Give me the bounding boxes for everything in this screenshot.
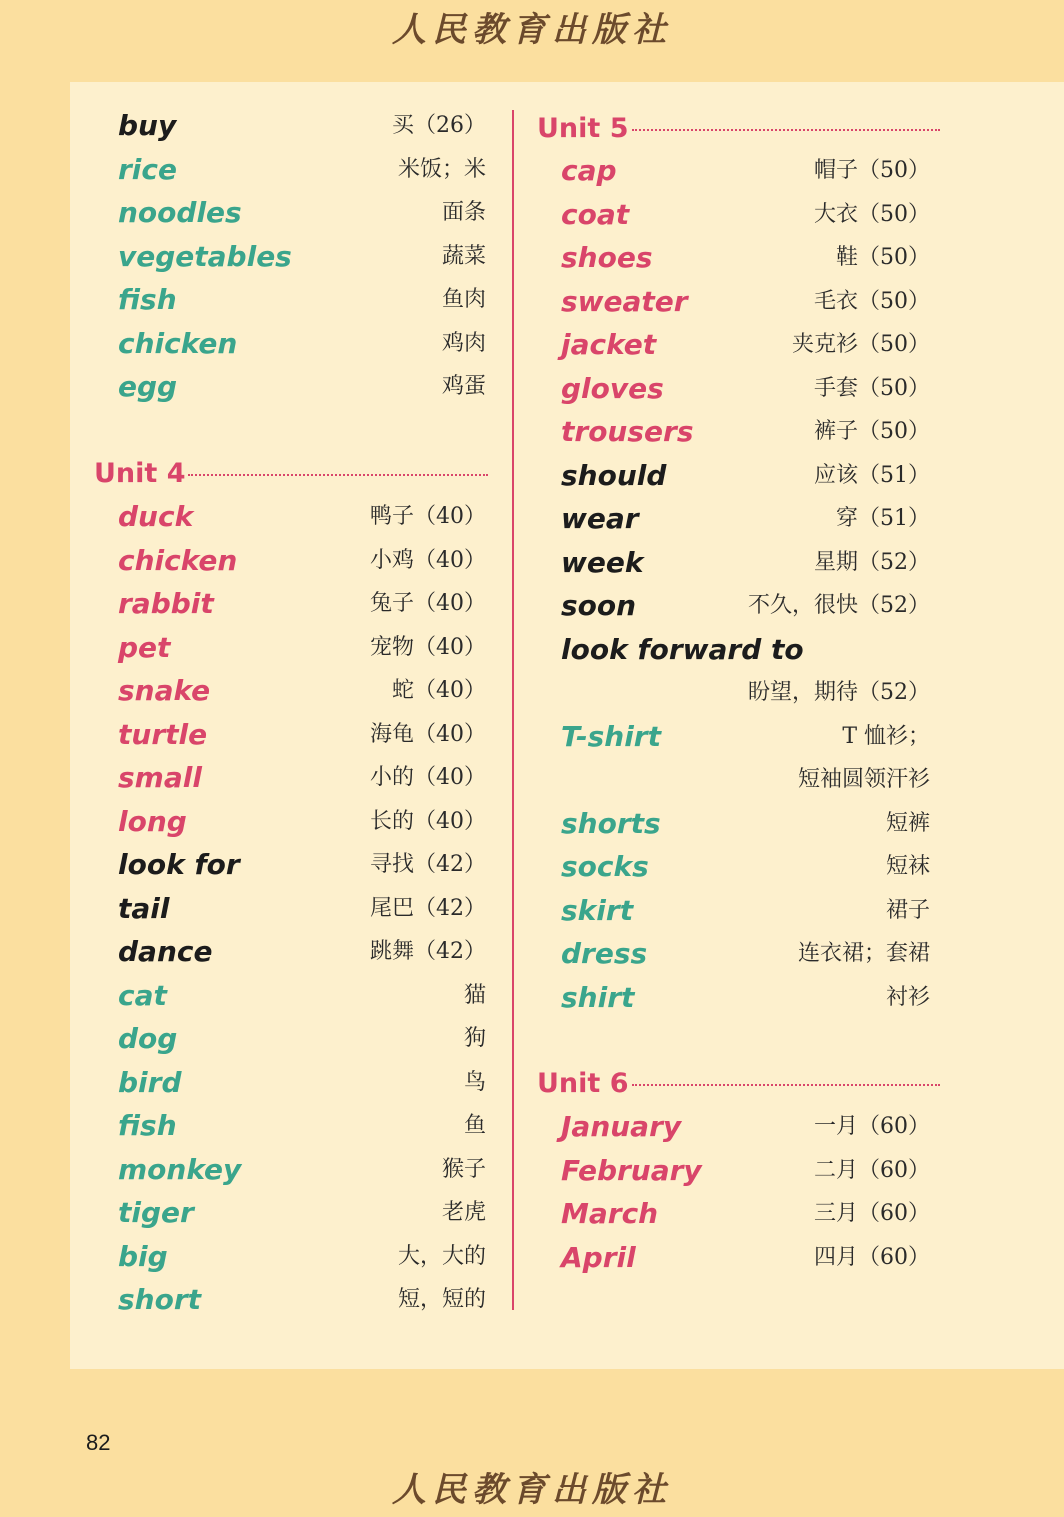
vocab-entry bbox=[0, 1280, 486, 1320]
unit-5-heading bbox=[0, 109, 1064, 149]
vocab-meaning: 米饭；米 bbox=[397, 156, 486, 182]
vocab-meaning: 猫 bbox=[463, 982, 486, 1008]
vocab-meaning: 四月（60） bbox=[814, 1244, 930, 1270]
vocab-meaning: 连衣裙；套裙 bbox=[797, 941, 930, 966]
vocab-meaning: 星期（52） bbox=[814, 549, 930, 575]
vocab-word: buy bbox=[118, 109, 177, 142]
unit-6-dotted-rule bbox=[632, 1084, 940, 1086]
vocab-meaning: T 恤衫； bbox=[842, 723, 930, 749]
vocab-meaning: 短裤 bbox=[885, 810, 930, 836]
vocab-meaning: 鞋（50） bbox=[836, 245, 930, 270]
vocab-word: rabbit bbox=[118, 587, 214, 620]
vocab-entry bbox=[0, 630, 930, 670]
vocab-word: trousers bbox=[561, 415, 694, 448]
vocab-entry bbox=[0, 456, 930, 496]
unit-5-dotted-rule bbox=[632, 129, 940, 131]
vocab-meaning: 应该（51） bbox=[814, 462, 930, 488]
unit-6-heading bbox=[0, 1064, 1064, 1104]
vocab-word: look for bbox=[118, 848, 240, 881]
vocab-entry bbox=[0, 978, 930, 1018]
vocab-word: short bbox=[118, 1283, 202, 1316]
vocab-meaning: 裙子 bbox=[885, 897, 930, 923]
vocab-word: March bbox=[561, 1197, 659, 1230]
vocab-word: tiger bbox=[118, 1196, 194, 1229]
vocab-entry bbox=[0, 760, 930, 800]
vocab-meaning: 蛇（40） bbox=[392, 678, 486, 703]
vocab-meaning: 跳舞（42） bbox=[370, 939, 486, 964]
vocab-entry bbox=[0, 238, 930, 278]
vocab-entry bbox=[0, 717, 930, 757]
vocab-word: vegetables bbox=[118, 239, 292, 273]
vocab-word: week bbox=[561, 545, 644, 579]
vocab-meaning: 手套（50） bbox=[814, 375, 930, 401]
vocab-entry bbox=[0, 847, 930, 887]
vocab-meaning: 鸡蛋 bbox=[441, 374, 486, 399]
vocab-word: fish bbox=[118, 1109, 177, 1142]
vocab-entry bbox=[0, 586, 930, 626]
vocab-meaning: 不久，很快（52） bbox=[748, 593, 930, 618]
unit-6-title: Unit 6 bbox=[537, 1068, 629, 1099]
vocab-meaning: 帽子（50） bbox=[814, 158, 930, 183]
vocab-meaning: 尾巴（42） bbox=[370, 895, 486, 921]
vocab-word: gloves bbox=[561, 371, 664, 405]
vocab-word: January bbox=[561, 1110, 682, 1143]
vocab-word: big bbox=[118, 1239, 168, 1273]
vocab-word: chicken bbox=[118, 543, 238, 577]
vocab-meaning: 老虎 bbox=[441, 1200, 486, 1225]
vocab-meaning: 小的（40） bbox=[370, 765, 486, 790]
vocab-meaning: 大，大的 bbox=[397, 1243, 486, 1269]
vocab-meaning: 猴子 bbox=[441, 1156, 486, 1182]
vocab-meaning: 三月（60） bbox=[814, 1201, 930, 1226]
vocab-meaning: 穿（51） bbox=[836, 506, 930, 531]
vocab-meaning: 短袜 bbox=[885, 854, 930, 879]
vocab-entry bbox=[0, 934, 930, 974]
vocab-word: tail bbox=[118, 891, 170, 925]
vocab-word: chicken bbox=[118, 326, 238, 360]
vocab-meaning: 毛衣（50） bbox=[814, 288, 930, 314]
vocab-word: long bbox=[118, 804, 187, 838]
vocab-meaning: 蔬菜 bbox=[441, 243, 486, 269]
unit-4-title: Unit 4 bbox=[94, 458, 186, 489]
vocab-meaning: 长的（40） bbox=[370, 808, 486, 834]
publisher-header: 人民教育出版社 bbox=[392, 10, 672, 50]
vocab-word: dress bbox=[561, 937, 648, 970]
vocab-word: sweater bbox=[561, 284, 688, 318]
vocab-entry bbox=[0, 804, 930, 844]
vocab-word: wear bbox=[561, 502, 639, 535]
vocab-entry bbox=[0, 325, 930, 365]
vocab-word: February bbox=[561, 1153, 702, 1187]
vocab-meaning: 盼望，期待（52） bbox=[748, 680, 930, 705]
vocab-word: jacket bbox=[561, 328, 657, 361]
vocab-word: duck bbox=[118, 500, 194, 533]
vocab-word: cat bbox=[118, 978, 167, 1012]
vocab-meaning: 宠物（40） bbox=[370, 634, 486, 660]
vocab-word: socks bbox=[561, 850, 649, 883]
vocab-entry bbox=[0, 412, 930, 452]
vocab-word: soon bbox=[561, 589, 637, 622]
vocab-meaning: 二月（60） bbox=[814, 1157, 930, 1183]
vocab-meaning: 鱼肉 bbox=[441, 287, 486, 312]
vocab-word: bird bbox=[118, 1065, 182, 1099]
vocab-entry bbox=[0, 1194, 930, 1234]
vocab-meaning: 夹克衫（50） bbox=[792, 332, 930, 357]
vocab-word: small bbox=[118, 761, 202, 794]
vocab-word: shorts bbox=[561, 806, 661, 840]
vocab-word: shoes bbox=[561, 241, 653, 274]
vocab-word: cap bbox=[561, 154, 617, 187]
vocab-word: noodles bbox=[118, 196, 242, 229]
vocab-entry bbox=[0, 282, 930, 322]
vocab-meaning: 鱼 bbox=[463, 1113, 486, 1138]
vocab-word: pet bbox=[118, 630, 171, 664]
page-number: 82 bbox=[86, 1430, 111, 1455]
vocab-word: April bbox=[561, 1240, 636, 1274]
vocab-word: dog bbox=[118, 1022, 178, 1055]
publisher-footer: 人民教育出版社 bbox=[392, 1470, 672, 1510]
vocab-word: should bbox=[561, 458, 667, 492]
vocab-meaning: 兔子（40） bbox=[370, 591, 486, 616]
vocab-entry bbox=[0, 1238, 930, 1278]
vocab-meaning: 大衣（50） bbox=[814, 201, 930, 227]
vocab-entry bbox=[0, 1019, 486, 1059]
vocab-meaning: 短，短的 bbox=[397, 1287, 486, 1312]
vocab-word: skirt bbox=[561, 893, 634, 927]
vocab-word: rice bbox=[118, 152, 177, 186]
vocab-meaning: 狗 bbox=[463, 1026, 486, 1051]
vocab-entry bbox=[0, 543, 930, 583]
vocab-entry bbox=[0, 891, 930, 931]
vocab-entry bbox=[0, 369, 930, 409]
vocab-word: look forward to bbox=[561, 632, 804, 666]
vocab-word: fish bbox=[118, 283, 177, 316]
vocab-word: shirt bbox=[561, 980, 635, 1014]
vocab-word: snake bbox=[118, 674, 211, 707]
vocab-entry bbox=[0, 1107, 930, 1147]
vocab-word: egg bbox=[118, 370, 178, 403]
vocab-meaning: 鸟 bbox=[463, 1069, 486, 1095]
vocab-word: coat bbox=[561, 197, 630, 231]
vocab-entry bbox=[0, 195, 930, 235]
vocab-entry bbox=[0, 151, 930, 191]
vocab-meaning: 寻找（42） bbox=[370, 852, 486, 877]
vocab-meaning: 裤子（50） bbox=[814, 419, 930, 444]
vocab-word: dance bbox=[118, 935, 213, 968]
vocab-meaning: 鸭子（40） bbox=[370, 504, 486, 529]
vocab-word: monkey bbox=[118, 1152, 242, 1186]
vocab-meaning: 衬衫 bbox=[885, 984, 930, 1010]
vocab-word: turtle bbox=[118, 717, 208, 751]
unit-5-title: Unit 5 bbox=[537, 113, 629, 144]
vocab-meaning: 鸡肉 bbox=[441, 330, 486, 356]
vocab-entry bbox=[0, 673, 930, 713]
vocab-meaning: 买（26） bbox=[392, 113, 486, 138]
vocab-meaning: 海龟（40） bbox=[370, 721, 486, 747]
vocab-meaning: 一月（60） bbox=[814, 1114, 930, 1139]
vocab-meaning: 小鸡（40） bbox=[370, 547, 486, 573]
vocab-word: T-shirt bbox=[561, 719, 661, 753]
vocab-entry bbox=[0, 1151, 930, 1191]
vocab-meaning: 短袖圆领汗衫 bbox=[797, 767, 930, 792]
vocab-meaning: 面条 bbox=[441, 200, 486, 225]
vocab-entry bbox=[0, 499, 930, 539]
